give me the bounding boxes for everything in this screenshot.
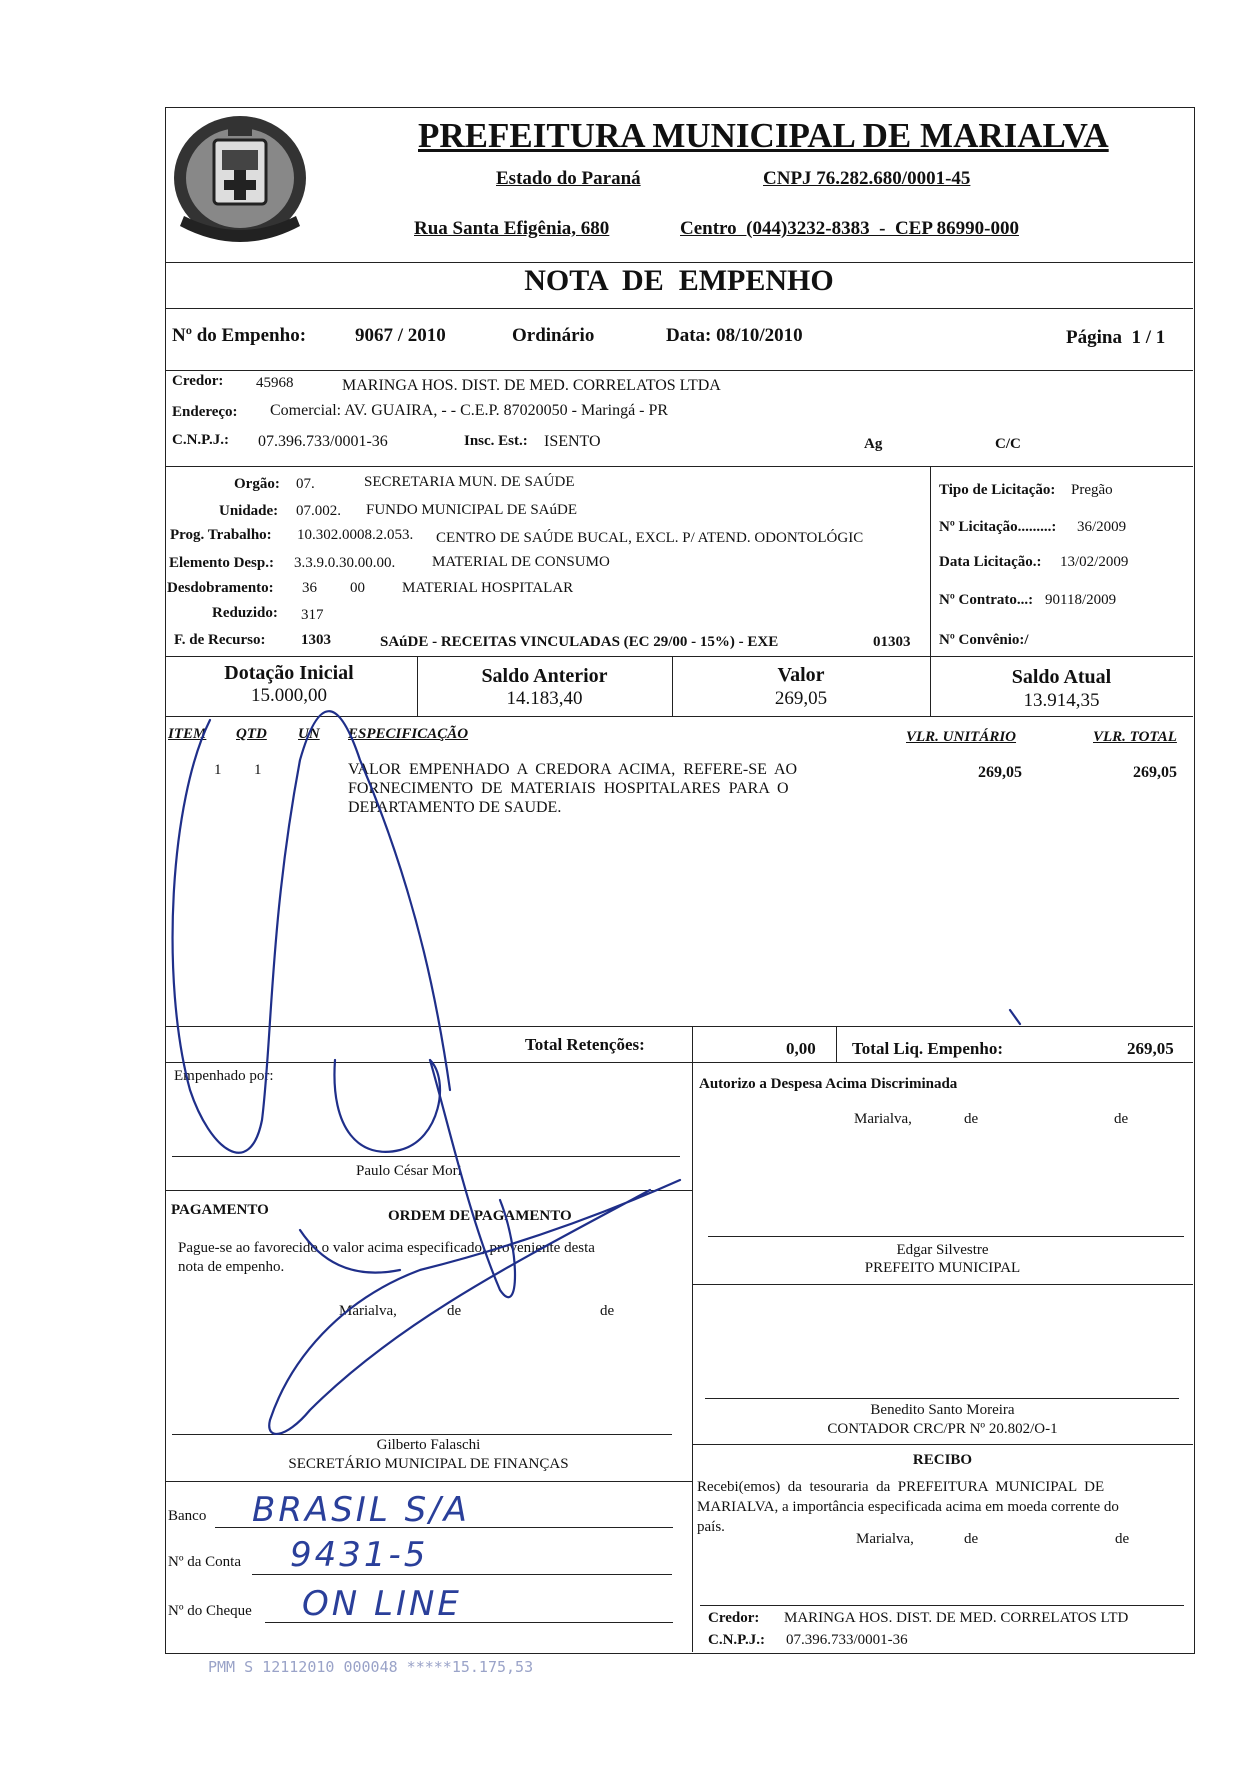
address-label: Rua Santa Efigênia, 680 <box>414 218 610 239</box>
saldo-atual-label: Saldo Atual <box>1011 666 1112 688</box>
recurso-name: SAúDE - RECEITAS VINCULADAS (EC 29/00 - 15%) - EXE <box>380 634 779 650</box>
recibo-credor-label: Credor: <box>708 1610 760 1626</box>
orgao-name: SECRETARIA MUN. DE SAÚDE <box>364 474 575 490</box>
contrato-value: 90118/2009 <box>1045 592 1117 608</box>
pagamento-label: PAGAMENTO <box>171 1202 269 1218</box>
col-vlr-unitario: VLR. UNITÁRIO <box>906 729 1017 745</box>
recibo-text-3: país. <box>697 1519 725 1535</box>
prog-name: CENTRO DE SAÚDE BUCAL, EXCL. P/ ATEND. ODONTOLÓGIC <box>436 530 864 546</box>
autorizo-label: Autorizo a Despesa Acima Discriminada <box>699 1076 958 1092</box>
autorizo-marialva: Marialva, <box>854 1111 912 1127</box>
cc-label: C/C <box>995 436 1021 452</box>
recurso-code: 1303 <box>301 632 331 648</box>
licitacao-tipo-label: Tipo de Licitação: <box>939 482 1056 498</box>
reduzido-label: Reduzido: <box>212 605 278 621</box>
page-number: Página 1 / 1 <box>1066 327 1166 348</box>
elemento-label: Elemento Desp.: <box>169 555 274 571</box>
pagamento-text-1: Pague-se ao favorecido o valor acima especificado, proveniente desta <box>178 1240 595 1256</box>
prog-code: 10.302.0008.2.053. <box>297 527 414 543</box>
item-desc-2: FORNECIMENTO DE MATERIAIS HOSPITALARES PARA O <box>348 780 789 797</box>
insc-value: ISENTO <box>544 433 601 450</box>
ag-label: Ag <box>864 436 883 452</box>
recibo-cnpj-label: C.N.P.J.: <box>708 1632 765 1648</box>
unidade-name: FUNDO MUNICIPAL DE SAúDE <box>366 502 577 518</box>
recibo-text-2: MARIALVA, a importância especificada acima em moeda corrente do <box>697 1499 1119 1515</box>
valor-label: Valor <box>777 664 825 686</box>
prefeito-name: Edgar Silvestre <box>896 1242 989 1258</box>
recibo-credor: MARINGA HOS. DIST. DE MED. CORRELATOS LTD <box>784 1610 1129 1626</box>
item-desc-1: VALOR EMPENHADO A CREDORA ACIMA, REFERE-SE AO <box>348 761 798 778</box>
doc-title: NOTA DE EMPENHO <box>524 264 834 297</box>
desdobramento-label: Desdobramento: <box>167 580 274 596</box>
item-total-value: 269,05 <box>1133 764 1177 781</box>
item-unit-value: 269,05 <box>978 764 1022 781</box>
col-qtd: QTD <box>236 726 267 742</box>
insc-label: Insc. Est.: <box>464 433 528 449</box>
dotacao-inicial-value: 15.000,00 <box>251 685 327 706</box>
col-especificacao: ESPECIFICAÇÃO <box>348 726 469 742</box>
credor-cnpj: 07.396.733/0001-36 <box>258 433 388 450</box>
desdobramento-code: 36 <box>302 580 317 596</box>
credor-name: MARINGA HOS. DIST. DE MED. CORRELATOS LTDA <box>342 377 721 394</box>
credor-label: Credor: <box>172 373 224 389</box>
prefeito-title: PREFEITO MUNICIPAL <box>864 1260 1021 1276</box>
total-retencoes-label: Total Retenções: <box>525 1035 645 1054</box>
col-vlr-total: VLR. TOTAL <box>1093 729 1177 745</box>
reduzido-value: 317 <box>301 607 324 623</box>
licitacao-data: 13/02/2009 <box>1060 554 1129 570</box>
unidade-label: Unidade: <box>219 503 279 519</box>
contador-title: CONTADOR CRC/PR Nº 20.802/O-1 <box>827 1421 1058 1437</box>
pagamento-de-1: de <box>447 1303 462 1319</box>
licitacao-num-label: Nº Licitação.........: <box>939 519 1057 535</box>
credor-address: Comercial: AV. GUAIRA, - - C.E.P. 87020050 - Maringá - PR <box>270 402 669 419</box>
recibo-cnpj: 07.396.733/0001-36 <box>786 1632 908 1648</box>
secretario-name: Gilberto Falaschi <box>376 1437 481 1453</box>
total-liq-value: 269,05 <box>1127 1039 1174 1058</box>
pagamento-marialva: Marialva, <box>339 1303 397 1319</box>
cheque-value: ON LINE <box>302 1584 462 1624</box>
col-item: ITEM <box>168 726 207 742</box>
unidade-code: 07.002. <box>296 503 341 519</box>
item-number: 1 <box>214 762 222 778</box>
convenio-label: Nº Convênio:/ <box>939 632 1029 648</box>
empenhado-por-label: Empenhado por: <box>174 1068 274 1084</box>
dotacao-inicial-label: Dotação Inicial <box>224 662 354 684</box>
secretario-title: SECRETÁRIO MUNICIPAL DE FINANÇAS <box>288 1456 569 1472</box>
desdobramento-name: MATERIAL HOSPITALAR <box>402 580 574 596</box>
total-liq-label: Total Liq. Empenho: <box>852 1039 1003 1058</box>
address-field-label: Endereço: <box>172 404 238 420</box>
saldo-anterior-value: 14.183,40 <box>506 688 583 709</box>
cheque-label: Nº do Cheque <box>168 1603 252 1619</box>
contador-name: Benedito Santo Moreira <box>870 1402 1015 1418</box>
contact-label: Centro (044)3232-8383 - CEP 86990-000 <box>680 218 1019 239</box>
prog-label: Prog. Trabalho: <box>170 527 272 543</box>
total-retencoes-value: 0,00 <box>786 1039 816 1058</box>
elemento-name: MATERIAL DE CONSUMO <box>432 554 610 570</box>
recurso-code-2: 01303 <box>873 634 911 650</box>
saldo-atual-value: 13.914,35 <box>1023 690 1100 711</box>
item-qtd: 1 <box>254 762 262 778</box>
recibo-de-1: de <box>964 1531 979 1547</box>
pagamento-text-2: nota de empenho. <box>178 1259 285 1275</box>
orgao-code: 07. <box>296 476 315 492</box>
conta-label: Nº da Conta <box>168 1554 241 1570</box>
saldo-anterior-label: Saldo Anterior <box>481 665 608 687</box>
recibo-de-2: de <box>1115 1531 1130 1547</box>
item-desc-3: DEPARTAMENTO DE SAUDE. <box>348 799 562 816</box>
empenho-number: 9067 / 2010 <box>355 325 446 346</box>
empenho-number-label: Nº do Empenho: <box>172 325 307 346</box>
recibo-marialva: Marialva, <box>856 1531 914 1547</box>
pagamento-de-2: de <box>600 1303 615 1319</box>
cnpj-label: CNPJ 76.282.680/0001-45 <box>763 168 971 189</box>
elemento-code: 3.3.9.0.30.00.00. <box>294 555 396 571</box>
recurso-label: F. de Recurso: <box>174 632 266 648</box>
recibo-title: RECIBO <box>912 1452 973 1468</box>
licitacao-num: 36/2009 <box>1077 519 1127 535</box>
state-label: Estado do Paraná <box>496 168 641 189</box>
empenhado-por-name: Paulo César Mori <box>356 1163 462 1179</box>
banco-value: BRASIL S/A <box>252 1490 470 1530</box>
empenho-date: Data: 08/10/2010 <box>666 325 803 346</box>
licitacao-tipo: Pregão <box>1071 482 1113 498</box>
licitacao-data-label: Data Licitação.: <box>939 554 1042 570</box>
conta-value: 9431-5 <box>290 1535 429 1575</box>
desdobramento-sub: 00 <box>350 580 365 596</box>
autorizo-de-1: de <box>964 1111 979 1127</box>
ordem-pagamento-label: ORDEM DE PAGAMENTO <box>388 1208 572 1224</box>
empenho-type: Ordinário <box>512 325 595 346</box>
contrato-label: Nº Contrato...: <box>939 592 1034 608</box>
orgao-label: Orgão: <box>234 476 280 492</box>
valor-value: 269,05 <box>774 688 828 709</box>
recibo-text-1: Recebi(emos) da tesouraria da PREFEITURA MUNICIPAL DE <box>697 1479 1105 1495</box>
credor-code: 45968 <box>256 375 294 391</box>
page-title: PREFEITURA MUNICIPAL DE MARIALVA <box>418 116 1109 155</box>
banco-label: Banco <box>168 1508 207 1524</box>
cnpj-field-label: C.N.P.J.: <box>172 432 229 448</box>
footer-stamp: PMM S 12112010 000048 *****15.175,53 <box>208 1658 534 1676</box>
col-un: UN <box>298 726 320 742</box>
autorizo-de-2: de <box>1114 1111 1129 1127</box>
